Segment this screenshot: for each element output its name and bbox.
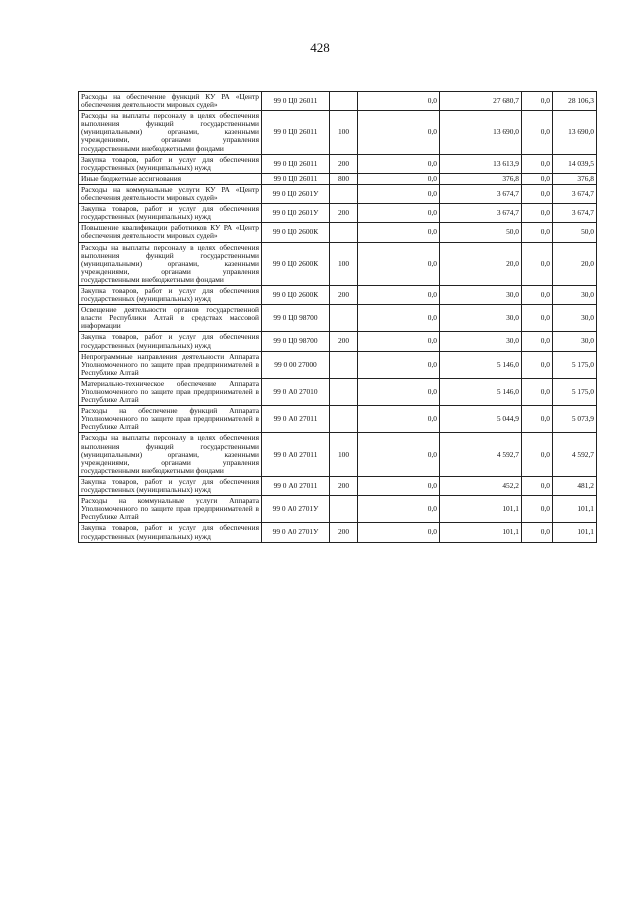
row-value-2-cell: 5 146,0 — [440, 378, 522, 405]
row-value-1-cell: 0,0 — [358, 285, 440, 304]
row-value-1-cell: 0,0 — [358, 433, 440, 476]
table-row — [79, 433, 597, 476]
row-value-3-cell: 0,0 — [522, 223, 553, 242]
row-name-cell: Материально-техническое обеспечение Аппарата Уполномоченного по защите прав предпринимателей в Республике Алтай — [79, 378, 262, 405]
row-expense-type-cell — [330, 351, 358, 378]
table-row — [79, 332, 597, 351]
row-value-1-cell: 0,0 — [358, 305, 440, 332]
row-name-cell: Непрограммные направления деятельности Аппарата Уполномоченного по защите прав предпринимателей в Республике Алтай — [79, 351, 262, 378]
row-name-cell: Расходы на обеспечение функций КУ РА «Центр обеспечения деятельности мировых судей» — [79, 92, 262, 111]
row-value-1-cell: 0,0 — [358, 351, 440, 378]
table-row — [79, 496, 597, 523]
table-row — [79, 476, 597, 495]
row-value-4-cell: 30,0 — [553, 285, 597, 304]
row-value-3-cell: 0,0 — [522, 406, 553, 433]
row-expense-type-cell — [330, 305, 358, 332]
row-name-cell: Расходы на коммунальные услуги КУ РА «Центр обеспечения деятельности мировых судей» — [79, 184, 262, 203]
row-expense-type-cell: 200 — [330, 523, 358, 542]
row-code-cell: 99 0 Ц0 26011 — [262, 92, 330, 111]
row-value-3-cell: 0,0 — [522, 476, 553, 495]
table-row — [79, 184, 597, 203]
table-row — [79, 285, 597, 304]
row-value-2-cell: 452,2 — [440, 476, 522, 495]
row-expense-type-cell: 200 — [330, 204, 358, 223]
row-name-cell: Закупка товаров, работ и услуг для обеспечения государственных (муниципальных) нужд — [79, 285, 262, 304]
row-code-cell: 99 0 Ц0 98700 — [262, 305, 330, 332]
row-expense-type-cell: 200 — [330, 332, 358, 351]
row-code-cell: 99 0 Ц0 26011 — [262, 111, 330, 154]
row-name-cell: Закупка товаров, работ и услуг для обеспечения государственных (муниципальных) нужд — [79, 523, 262, 542]
row-value-3-cell: 0,0 — [522, 204, 553, 223]
row-value-1-cell: 0,0 — [358, 242, 440, 285]
row-value-4-cell: 30,0 — [553, 305, 597, 332]
row-expense-type-cell — [330, 406, 358, 433]
row-expense-type-cell — [330, 378, 358, 405]
row-name-cell: Повышение квалификации работников КУ РА «Центр обеспечения деятельности мировых судей» — [79, 223, 262, 242]
row-expense-type-cell — [330, 184, 358, 203]
row-value-3-cell: 0,0 — [522, 351, 553, 378]
row-name-cell: Закупка товаров, работ и услуг для обеспечения государственных (муниципальных) нужд — [79, 476, 262, 495]
row-value-1-cell: 0,0 — [358, 111, 440, 154]
table-row — [79, 242, 597, 285]
row-value-4-cell: 101,1 — [553, 496, 597, 523]
row-value-2-cell: 20,0 — [440, 242, 522, 285]
row-value-3-cell: 0,0 — [522, 378, 553, 405]
row-value-2-cell: 30,0 — [440, 285, 522, 304]
row-expense-type-cell — [330, 92, 358, 111]
row-value-2-cell: 3 674,7 — [440, 204, 522, 223]
row-code-cell: 99 0 А0 2701У — [262, 523, 330, 542]
row-value-3-cell: 0,0 — [522, 173, 553, 184]
budget-table — [78, 91, 597, 543]
row-expense-type-cell — [330, 496, 358, 523]
row-code-cell: 99 0 Ц0 2601У — [262, 204, 330, 223]
row-name-cell: Расходы на обеспечение функций Аппарата Уполномоченного по защите прав предпринимателей в Республике Алтай — [79, 406, 262, 433]
row-value-3-cell: 0,0 — [522, 184, 553, 203]
row-expense-type-cell: 200 — [330, 154, 358, 173]
row-value-1-cell: 0,0 — [358, 154, 440, 173]
row-expense-type-cell — [330, 223, 358, 242]
row-code-cell: 99 0 А0 27011 — [262, 433, 330, 476]
table-row — [79, 305, 597, 332]
table-row — [79, 223, 597, 242]
row-code-cell: 99 0 А0 27011 — [262, 476, 330, 495]
row-value-3-cell: 0,0 — [522, 305, 553, 332]
row-value-3-cell: 0,0 — [522, 154, 553, 173]
row-code-cell: 99 0 Ц0 2601У — [262, 184, 330, 203]
row-value-2-cell: 5 146,0 — [440, 351, 522, 378]
row-value-2-cell: 101,1 — [440, 523, 522, 542]
table-row — [79, 111, 597, 154]
row-code-cell: 99 0 00 27000 — [262, 351, 330, 378]
row-value-1-cell: 0,0 — [358, 496, 440, 523]
row-value-3-cell: 0,0 — [522, 242, 553, 285]
row-value-1-cell: 0,0 — [358, 204, 440, 223]
row-name-cell: Закупка товаров, работ и услуг для обеспечения государственных (муниципальных) нужд — [79, 204, 262, 223]
row-expense-type-cell: 100 — [330, 242, 358, 285]
row-value-2-cell: 3 674,7 — [440, 184, 522, 203]
row-value-4-cell: 28 106,3 — [553, 92, 597, 111]
row-value-1-cell: 0,0 — [358, 173, 440, 184]
row-code-cell: 99 0 Ц0 2600К — [262, 223, 330, 242]
row-expense-type-cell: 100 — [330, 111, 358, 154]
row-value-3-cell: 0,0 — [522, 285, 553, 304]
row-value-3-cell: 0,0 — [522, 92, 553, 111]
row-value-3-cell: 0,0 — [522, 332, 553, 351]
row-value-4-cell: 13 690,0 — [553, 111, 597, 154]
row-name-cell: Расходы на выплаты персоналу в целях обеспечения выполнения функций государственными (муниципальными) органами, казенными учреждениями, органами управления государственными внебюджетными фондами — [79, 111, 262, 154]
table-row — [79, 523, 597, 542]
row-code-cell: 99 0 Ц0 98700 — [262, 332, 330, 351]
row-code-cell: 99 0 Ц0 26011 — [262, 173, 330, 184]
row-value-4-cell: 20,0 — [553, 242, 597, 285]
row-value-2-cell: 30,0 — [440, 332, 522, 351]
row-value-1-cell: 0,0 — [358, 184, 440, 203]
row-expense-type-cell: 100 — [330, 433, 358, 476]
row-name-cell: Расходы на коммунальные услуги Аппарата Уполномоченного по защите прав предпринимателей в Республике Алтай — [79, 496, 262, 523]
row-value-4-cell: 3 674,7 — [553, 204, 597, 223]
row-value-2-cell: 5 044,9 — [440, 406, 522, 433]
row-value-3-cell: 0,0 — [522, 496, 553, 523]
row-code-cell: 99 0 Ц0 2600К — [262, 285, 330, 304]
row-code-cell: 99 0 А0 2701У — [262, 496, 330, 523]
table-row — [79, 154, 597, 173]
table-row — [79, 173, 597, 184]
row-value-1-cell: 0,0 — [358, 406, 440, 433]
row-name-cell: Освещение деятельности органов государственной власти Республики Алтай в средствах массовой информации — [79, 305, 262, 332]
row-value-1-cell: 0,0 — [358, 523, 440, 542]
row-value-1-cell: 0,0 — [358, 332, 440, 351]
row-value-2-cell: 13 613,9 — [440, 154, 522, 173]
row-value-2-cell: 4 592,7 — [440, 433, 522, 476]
row-value-4-cell: 481,2 — [553, 476, 597, 495]
row-value-1-cell: 0,0 — [358, 378, 440, 405]
table-row — [79, 92, 597, 111]
row-code-cell: 99 0 Ц0 26011 — [262, 154, 330, 173]
row-name-cell: Расходы на выплаты персоналу в целях обеспечения выполнения функций государственными (муниципальными) органами, казенными учреждениями, органами управления государственными внебюджетными фондами — [79, 242, 262, 285]
row-expense-type-cell: 800 — [330, 173, 358, 184]
row-code-cell: 99 0 Ц0 2600К — [262, 242, 330, 285]
page-number: 428 — [310, 40, 330, 55]
row-value-3-cell: 0,0 — [522, 433, 553, 476]
row-value-4-cell: 5 073,9 — [553, 406, 597, 433]
row-value-1-cell: 0,0 — [358, 92, 440, 111]
row-code-cell: 99 0 А0 27011 — [262, 406, 330, 433]
row-value-4-cell: 101,1 — [553, 523, 597, 542]
row-value-4-cell: 50,0 — [553, 223, 597, 242]
row-name-cell: Закупка товаров, работ и услуг для обеспечения государственных (муниципальных) нужд — [79, 332, 262, 351]
row-value-2-cell: 376,8 — [440, 173, 522, 184]
row-name-cell: Иные бюджетные ассигнования — [79, 173, 262, 184]
row-code-cell: 99 0 А0 27010 — [262, 378, 330, 405]
row-value-3-cell: 0,0 — [522, 111, 553, 154]
row-name-cell: Закупка товаров, работ и услуг для обеспечения государственных (муниципальных) нужд — [79, 154, 262, 173]
table-row — [79, 351, 597, 378]
row-value-4-cell: 30,0 — [553, 332, 597, 351]
row-name-cell: Расходы на выплаты персоналу в целях обеспечения выполнения функций государственными (муниципальными) органами, казенными учреждениями, органами управления государственными внебюджетными фондами — [79, 433, 262, 476]
row-value-1-cell: 0,0 — [358, 223, 440, 242]
row-value-2-cell: 101,1 — [440, 496, 522, 523]
row-value-2-cell: 13 690,0 — [440, 111, 522, 154]
row-value-2-cell: 30,0 — [440, 305, 522, 332]
row-value-3-cell: 0,0 — [522, 523, 553, 542]
row-expense-type-cell: 200 — [330, 476, 358, 495]
row-value-2-cell: 27 680,7 — [440, 92, 522, 111]
table-row — [79, 378, 597, 405]
row-value-4-cell: 376,8 — [553, 173, 597, 184]
row-value-4-cell: 5 175,0 — [553, 378, 597, 405]
row-value-4-cell: 4 592,7 — [553, 433, 597, 476]
table-row — [79, 406, 597, 433]
row-value-4-cell: 5 175,0 — [553, 351, 597, 378]
row-expense-type-cell: 200 — [330, 285, 358, 304]
table-body — [79, 92, 597, 543]
row-value-2-cell: 50,0 — [440, 223, 522, 242]
row-value-4-cell: 3 674,7 — [553, 184, 597, 203]
row-value-4-cell: 14 039,5 — [553, 154, 597, 173]
table-row — [79, 204, 597, 223]
row-value-1-cell: 0,0 — [358, 476, 440, 495]
